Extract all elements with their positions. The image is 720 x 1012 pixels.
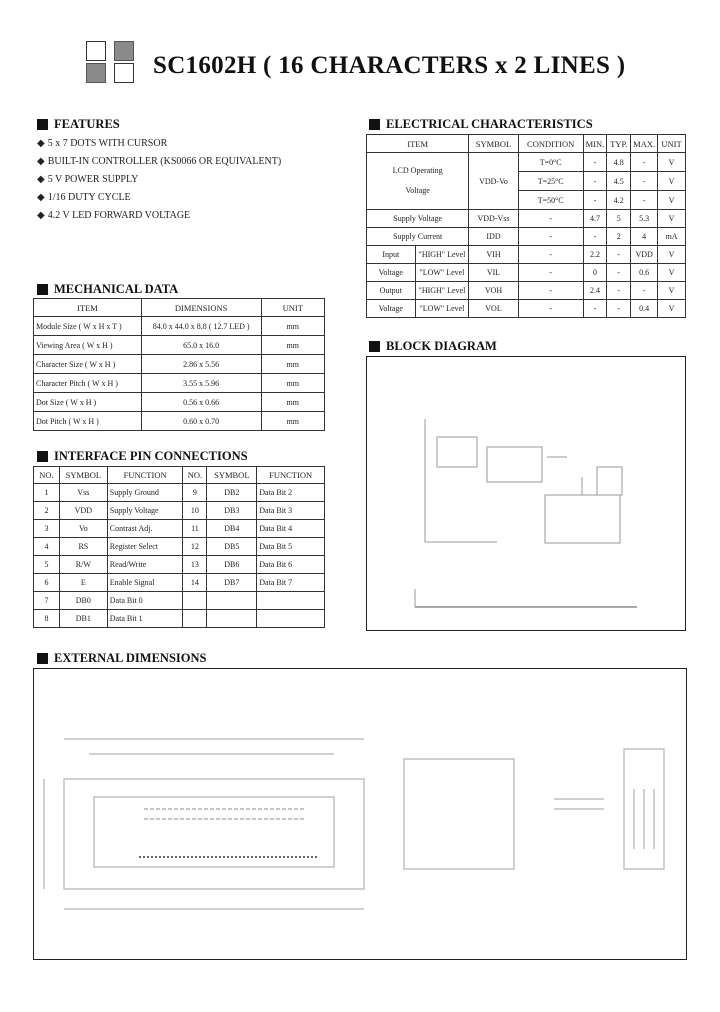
diamond-bullet-icon: ◆ — [37, 174, 45, 185]
col-header: TYP. — [607, 135, 631, 153]
diamond-bullet-icon: ◆ — [37, 210, 45, 221]
table-row: 6 E Enable Signal 14 DB7 Data Bit 7 — [34, 574, 325, 592]
table-row: 2 VDD Supply Voltage 10 DB3 Data Bit 3 — [34, 502, 325, 520]
col-header: DIMENSIONS — [141, 299, 261, 317]
col-header: MAX. — [631, 135, 658, 153]
feature-item: ◆ 5 x 7 DOTS WITH CURSOR — [37, 138, 168, 149]
col-header: FUNCTION — [107, 467, 183, 484]
section-square-icon — [369, 341, 380, 352]
table-row: Input "HIGH" Level VIH - 2.2 - VDD V — [367, 246, 686, 264]
diamond-bullet-icon: ◆ — [37, 192, 45, 203]
table-row: Character Size ( W x H ) 2.86 x 5.56 mm — [34, 355, 325, 374]
col-header: UNIT — [658, 135, 686, 153]
col-header: FUNCTION — [257, 467, 325, 484]
table-row: Supply Voltage VDD-Vss - 4.7 5 5.3 V — [367, 210, 686, 228]
feature-item: ◆ BUILT-IN CONTROLLER (KS0066 OR EQUIVALENT) — [37, 156, 282, 167]
table-row: LCD Operating Voltage VDD-Vo T=0°C - 4.8 - V — [367, 153, 686, 172]
table-row: 1 Vss Supply Ground 9 DB2 Data Bit 2 — [34, 484, 325, 502]
feature-item: ◆ 5 V POWER SUPPLY — [37, 174, 139, 185]
section-square-icon — [37, 284, 48, 295]
logo-square-bl — [86, 63, 106, 83]
table-row: 4 RS Register Select 12 DB5 Data Bit 5 — [34, 538, 325, 556]
table-row: 3 Vo Contrast Adj. 11 DB4 Data Bit 4 — [34, 520, 325, 538]
interface-table — [33, 466, 325, 628]
table-row: 7 DB0 Data Bit 0 — [34, 592, 325, 610]
feature-item: ◆ 4.2 V LED FORWARD VOLTAGE — [37, 210, 191, 221]
col-header: SYMBOL — [207, 467, 257, 484]
table-row: Dot Pitch ( W x H ) 0.60 x 0.70 mm — [34, 412, 325, 431]
electrical-table — [366, 134, 686, 318]
mechanical-table — [33, 298, 325, 431]
features-heading: FEATURES — [37, 117, 120, 132]
col-header: CONDITION — [518, 135, 583, 153]
col-header: NO. — [34, 467, 60, 484]
external-dimensions-heading: EXTERNAL DIMENSIONS — [37, 651, 206, 666]
logo-square-tl — [86, 41, 106, 61]
table-row: Module Size ( W x H x T ) 84.0 x 44.0 x 8.8 ( 12.7 LED ) mm — [34, 317, 325, 336]
block-diagram-heading: BLOCK DIAGRAM — [369, 339, 497, 354]
col-header: SYMBOL — [469, 135, 518, 153]
logo-square-br — [114, 63, 134, 83]
table-row: Supply Current IDD - - 2 4 mA — [367, 228, 686, 246]
table-row: T=25°C - 4.5 - V — [367, 172, 686, 191]
external-dimensions-frame — [33, 668, 687, 960]
table-row: 8 DB1 Data Bit 1 — [34, 610, 325, 628]
table-row: Voltage "LOW" Level VOL - - - 0.4 V — [367, 300, 686, 318]
table-row: T=50°C - 4.2 - V — [367, 191, 686, 210]
block-diagram-drawing — [367, 357, 687, 632]
interface-heading: INTERFACE PIN CONNECTIONS — [37, 449, 248, 464]
col-header: SYMBOL — [59, 467, 107, 484]
page-title: SC1602H ( 16 CHARACTERS x 2 LINES ) — [153, 52, 626, 79]
col-header: ITEM — [367, 135, 469, 153]
col-header: ITEM — [34, 299, 142, 317]
diamond-bullet-icon: ◆ — [37, 138, 45, 149]
table-row: Dot Size ( W x H ) 0.56 x 0.66 mm — [34, 393, 325, 412]
col-header: UNIT — [261, 299, 324, 317]
external-dimensions-drawing — [34, 669, 688, 961]
section-square-icon — [369, 119, 380, 130]
table-row: Viewing Area ( W x H ) 65.0 x 16.0 mm — [34, 336, 325, 355]
col-header: MIN. — [583, 135, 607, 153]
table-row: Output "HIGH" Level VOH - 2.4 - - V — [367, 282, 686, 300]
section-square-icon — [37, 451, 48, 462]
electrical-heading: ELECTRICAL CHARACTERISTICS — [369, 117, 593, 132]
feature-item: ◆ 1/16 DUTY CYCLE — [37, 192, 131, 203]
block-diagram-frame — [366, 356, 686, 631]
table-row: Character Pitch ( W x H ) 3.55 x 5.96 mm — [34, 374, 325, 393]
mechanical-heading: MECHANICAL DATA — [37, 282, 178, 297]
diamond-bullet-icon: ◆ — [37, 156, 45, 167]
logo-square-tr — [114, 41, 134, 61]
table-row: 5 R/W Read/Write 13 DB6 Data Bit 6 — [34, 556, 325, 574]
col-header: NO. — [183, 467, 207, 484]
table-row: Voltage "LOW" Level VIL - 0 - 0.6 V — [367, 264, 686, 282]
section-square-icon — [37, 653, 48, 664]
section-square-icon — [37, 119, 48, 130]
